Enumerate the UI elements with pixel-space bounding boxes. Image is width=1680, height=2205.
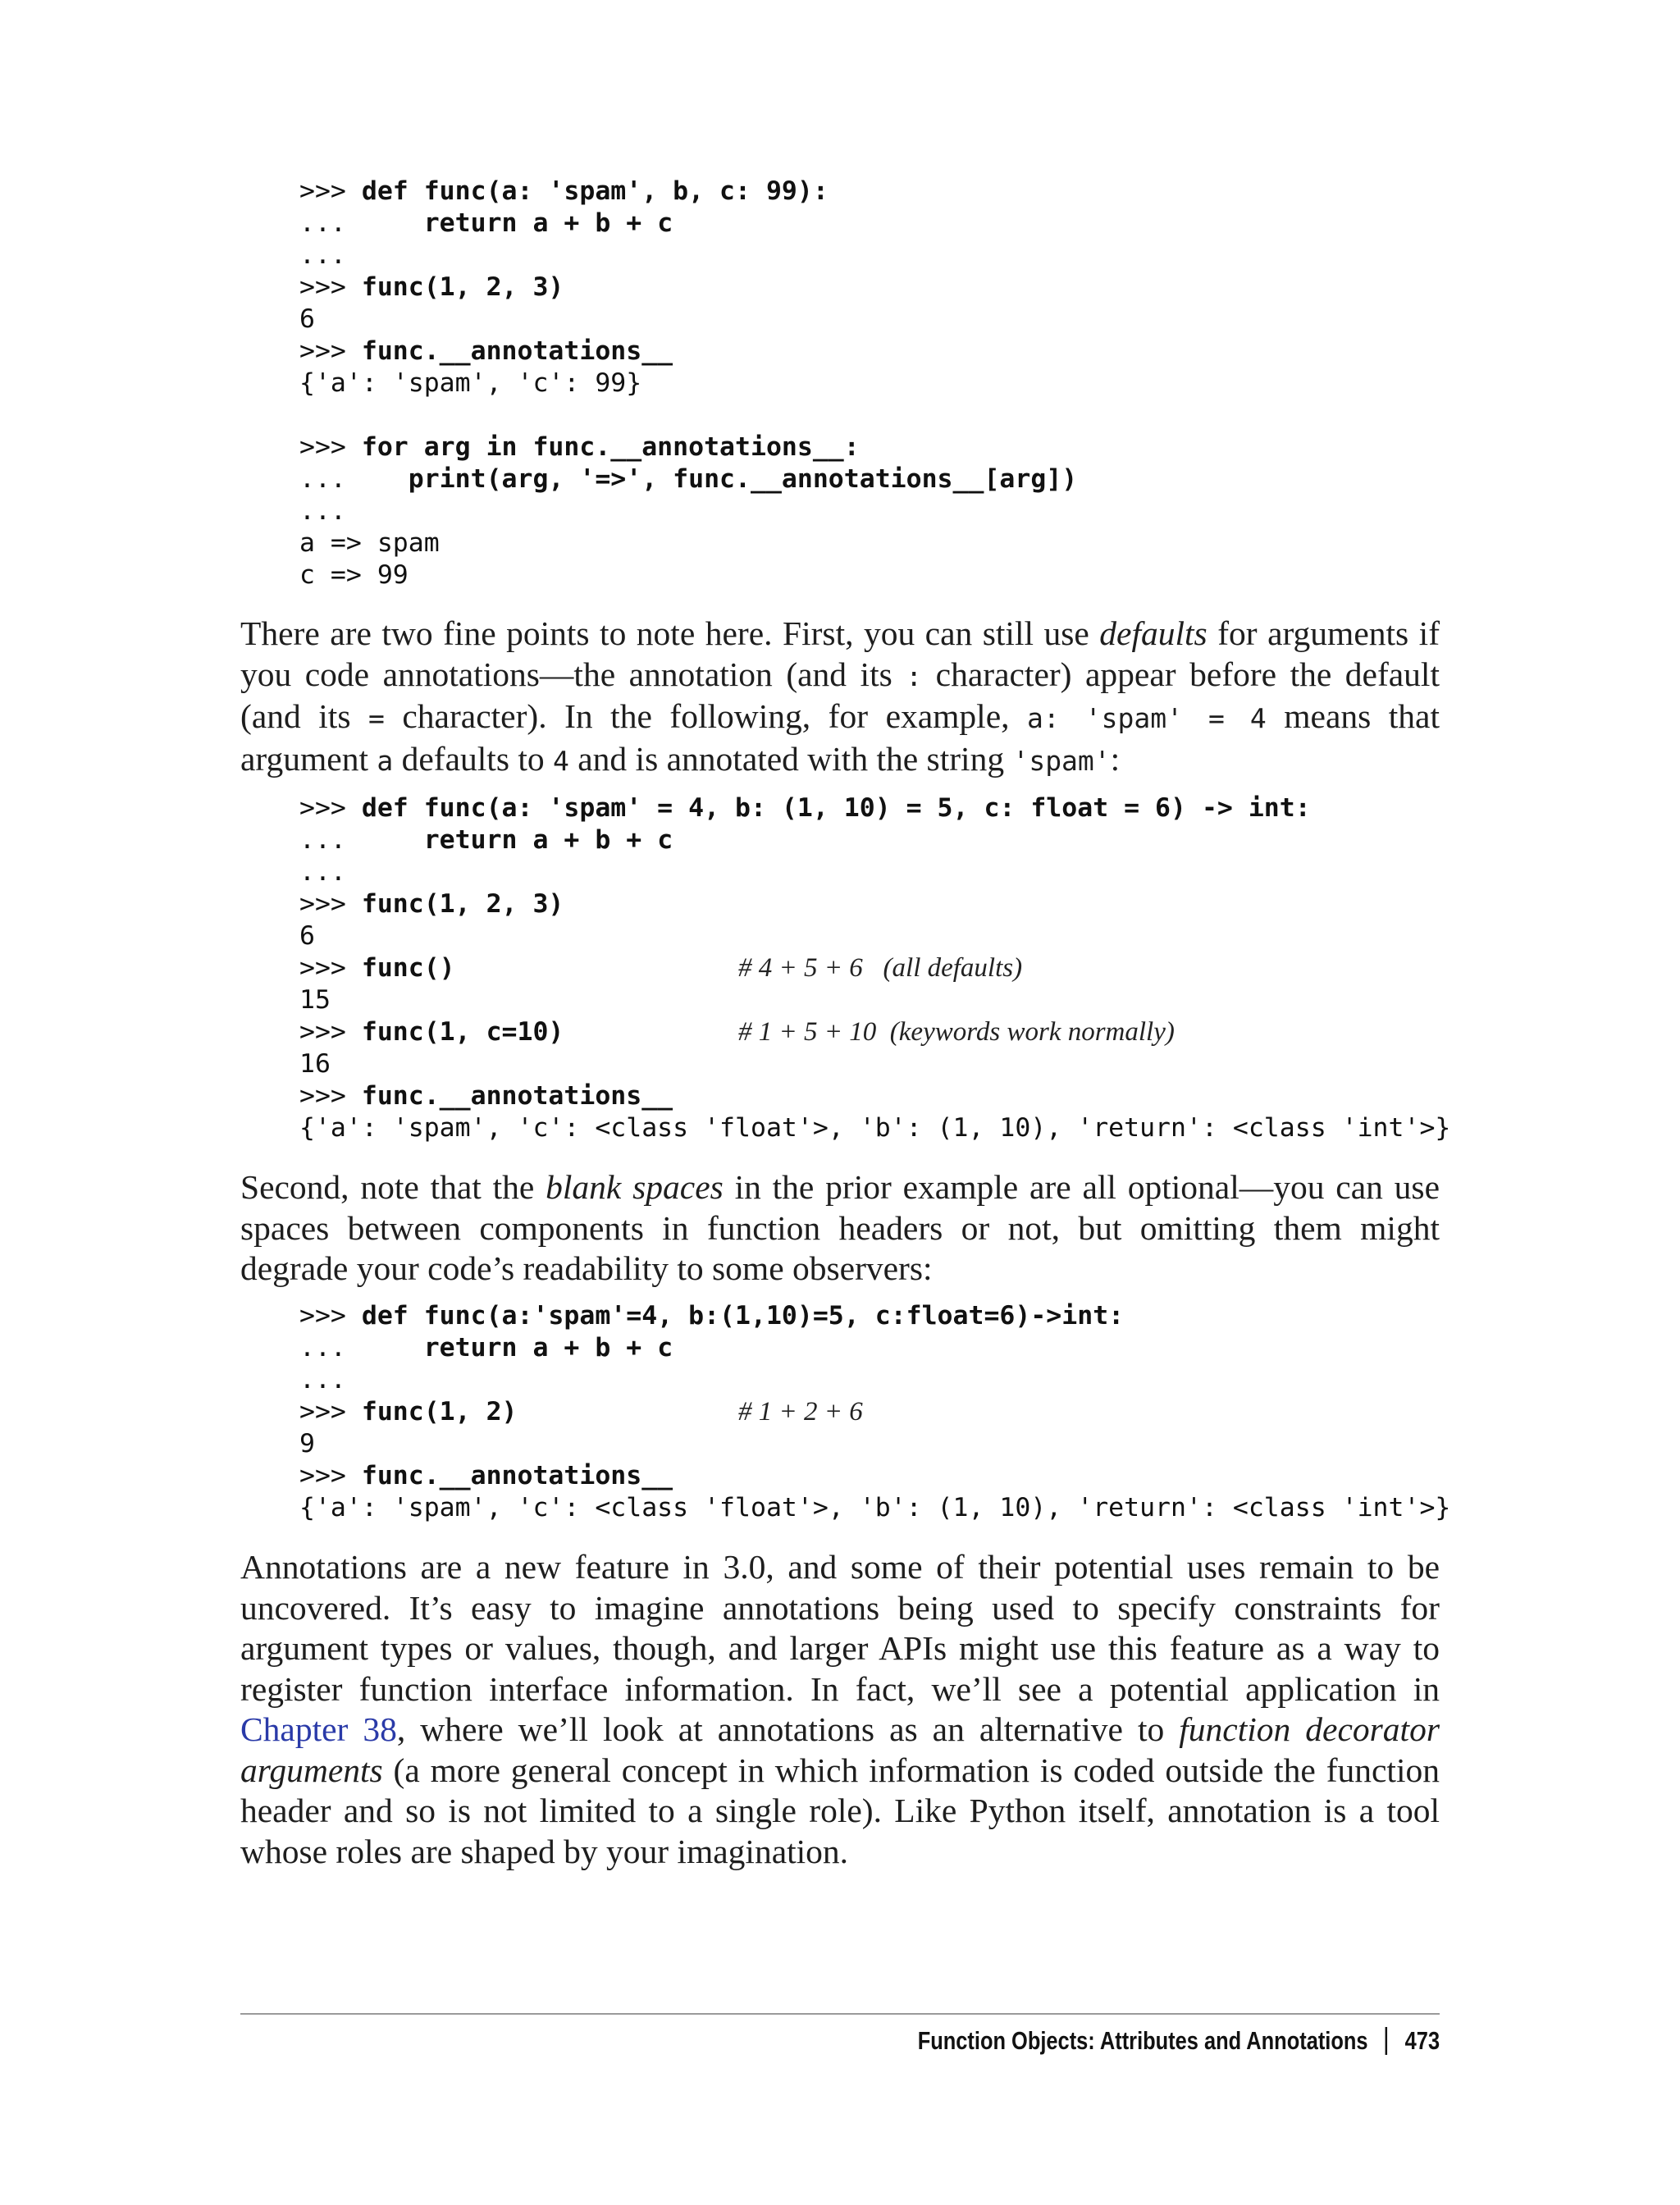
emphasis-defaults: defaults — [1099, 614, 1208, 652]
code-line — [299, 920, 1450, 952]
text-run: (a more general concept in which information is coded outside the function header and so is not limited to a single role). Like Python itself, annotation is a tool whose roles are shaped by your imagination. — [240, 1751, 1440, 1870]
text-run: means that argument — [240, 697, 1440, 778]
code-prompt: 6 — [299, 921, 315, 951]
code-input: def func(a:'spam'=4, b:(1,10)=5, c:float=6)->int: — [361, 1301, 1125, 1331]
inline-code-spam: 'spam' — [1012, 744, 1111, 777]
code-line — [299, 1332, 1450, 1364]
text-run: defaults to — [393, 739, 554, 778]
code-line — [299, 984, 1450, 1016]
code-prompt: ... — [299, 240, 346, 270]
code-input: return a + b + c — [423, 1333, 673, 1363]
code-line — [299, 399, 1077, 431]
code-prompt: ... — [299, 857, 346, 887]
code-prompt: ... — [299, 496, 346, 526]
code-line — [299, 336, 1077, 368]
code-prompt: >>> — [299, 793, 362, 823]
code-line — [299, 527, 1077, 559]
code-block-defaults — [299, 792, 1450, 1144]
code-prompt: >>> — [299, 432, 362, 462]
code-input: func(1, 2) — [361, 1397, 518, 1427]
code-prompt: 15 — [299, 985, 331, 1015]
text-run: : — [1110, 739, 1121, 778]
code-input: func(1, 2, 3) — [361, 889, 564, 919]
code-line — [299, 304, 1077, 336]
code-prompt: >>> — [299, 336, 362, 366]
code-input: return a + b + c — [423, 208, 673, 238]
code-input: def func(a: 'spam', b, c: 99): — [361, 176, 829, 206]
code-prompt: ... — [299, 1333, 424, 1363]
code-input: func(1, c=10) — [361, 1017, 564, 1047]
code-prompt: >>> — [299, 953, 362, 983]
code-prompt: >>> — [299, 272, 362, 302]
code-block-compact — [299, 1300, 1450, 1524]
footer-separator — [1386, 2027, 1387, 2055]
code-prompt: >>> — [299, 1017, 362, 1047]
code-line — [299, 792, 1450, 824]
code-comment: # 1 + 2 + 6 — [738, 1397, 863, 1427]
text-run: and is annotated with the string — [568, 739, 1013, 778]
code-prompt: ... — [299, 464, 409, 494]
text-run: character). In the following, for example, — [384, 697, 1028, 735]
code-input: func.__annotations__ — [361, 336, 673, 366]
code-line — [299, 272, 1077, 304]
code-block-annotations — [299, 176, 1077, 591]
text-run: for arguments if you code annotations—the annotation (and its — [240, 614, 1440, 693]
chapter-38-link[interactable]: Chapter 38 — [240, 1710, 397, 1748]
footer-rule — [240, 2013, 1440, 2015]
text-run: character) appear before the default (and its — [240, 655, 1440, 735]
code-prompt: a => spam — [299, 528, 440, 558]
inline-code-a: a — [377, 744, 394, 777]
code-prompt: c => 99 — [299, 560, 409, 590]
code-line — [299, 1048, 1450, 1080]
code-input: for arg in func.__annotations__: — [361, 432, 860, 462]
code-input: def func(a: 'spam' = 4, b: (1, 10) = 5, c: float = 6) -> int: — [361, 793, 1311, 823]
code-prompt: >>> — [299, 176, 362, 206]
code-prompt: 6 — [299, 304, 315, 334]
code-line — [299, 952, 1450, 984]
code-line — [299, 463, 1077, 495]
code-prompt: ... — [299, 208, 424, 238]
code-line — [299, 431, 1077, 463]
code-line — [299, 1428, 1450, 1460]
text-run: in the prior example are all optional—you can use spaces between components in function headers or not, but omitting them might degrade your code’s readability to some observers: — [240, 1168, 1440, 1287]
code-line — [299, 559, 1077, 591]
paragraph-annotations-future — [240, 1547, 1440, 1872]
code-line — [299, 1080, 1450, 1112]
code-prompt: {'a': 'spam', 'c': 99} — [299, 368, 642, 398]
paragraph-defaults — [240, 614, 1440, 781]
code-line — [299, 1460, 1450, 1492]
code-prompt: {'a': 'spam', 'c': <class 'float'>, 'b': (1, 10), 'return': <class 'int'>} — [299, 1113, 1451, 1143]
code-line — [299, 1112, 1450, 1144]
code-line — [299, 1364, 1450, 1396]
code-line — [299, 208, 1077, 240]
inline-code-example: a: 'spam' = 4 — [1027, 702, 1267, 734]
code-input: print(arg, '=>', func.__annotations__[arg]) — [408, 464, 1078, 494]
code-comment: # 1 + 5 + 10 (keywords work normally) — [738, 1017, 1175, 1047]
code-prompt: ... — [299, 1365, 346, 1395]
inline-code-equals: = — [368, 702, 385, 734]
code-line — [299, 888, 1450, 920]
code-line — [299, 1492, 1450, 1524]
code-input: func() — [361, 953, 455, 983]
code-prompt: >>> — [299, 1081, 362, 1111]
code-input: func.__annotations__ — [361, 1081, 673, 1111]
text-run: , where we’ll look at annotations as an alternative to — [396, 1710, 1180, 1748]
code-line — [299, 368, 1077, 399]
emphasis-blank-spaces: blank spaces — [546, 1168, 724, 1206]
text-run: There are two fine points to note here. First, you can still use — [240, 614, 1100, 652]
code-prompt: >>> — [299, 889, 362, 919]
text-run: Annotations are a new feature in 3.0, and some of their potential uses remain to be uncovered. It’s easy to imagine annotations being used to specify constraints for argument types or values, though, and larger APIs might use this feature as a way to register function interface information. In fact, we’ll see a potential application in — [240, 1548, 1440, 1708]
inline-code-4: 4 — [553, 744, 569, 777]
inline-code-colon: : — [906, 660, 923, 692]
emphasis-decorator-arguments: function decorator arguments — [240, 1710, 1440, 1789]
code-input: func.__annotations__ — [361, 1461, 673, 1491]
code-comment: # 4 + 5 + 6 (all defaults) — [738, 953, 1023, 983]
code-line — [299, 495, 1077, 527]
code-prompt: {'a': 'spam', 'c': <class 'float'>, 'b': (1, 10), 'return': <class 'int'>} — [299, 1493, 1451, 1522]
code-prompt: ... — [299, 825, 424, 855]
code-prompt: 16 — [299, 1049, 331, 1079]
footer-page-number: 473 — [1404, 2026, 1440, 2055]
code-line — [299, 1016, 1450, 1048]
code-input: return a + b + c — [423, 825, 673, 855]
page-footer — [918, 2026, 1440, 2056]
code-prompt: >>> — [299, 1301, 362, 1331]
code-prompt: >>> — [299, 1461, 362, 1491]
code-line — [299, 824, 1450, 856]
code-line — [299, 240, 1077, 272]
code-line — [299, 1396, 1450, 1428]
paragraph-blank-spaces — [240, 1167, 1440, 1290]
code-prompt: 9 — [299, 1429, 315, 1459]
footer-section-title: Function Objects: Attributes and Annotations — [917, 2026, 1368, 2055]
code-line — [299, 856, 1450, 888]
code-prompt: >>> — [299, 1397, 362, 1427]
code-line — [299, 1300, 1450, 1332]
text-run: Second, note that the — [240, 1168, 546, 1206]
code-line — [299, 176, 1077, 208]
code-input: func(1, 2, 3) — [361, 272, 564, 302]
